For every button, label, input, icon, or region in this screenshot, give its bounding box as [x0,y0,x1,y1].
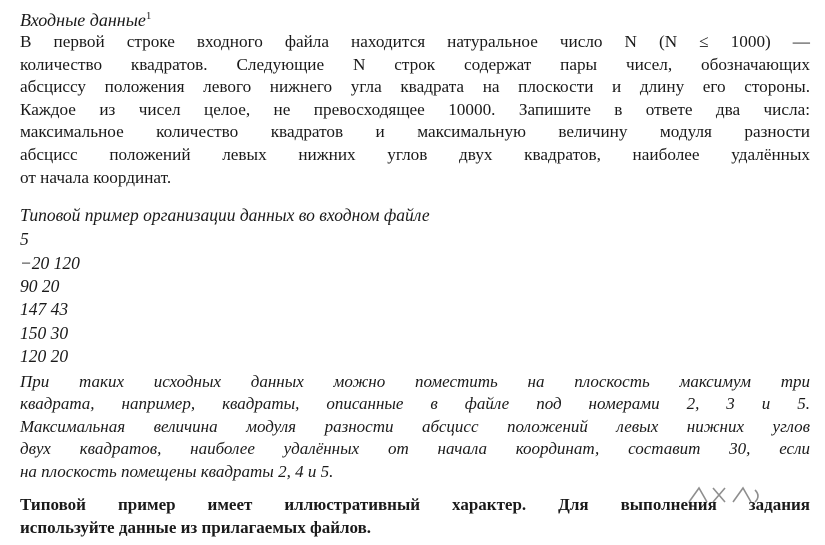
example-line: 120 20 [20,346,69,367]
task-description [20,31,810,189]
description-line: количество квадратов. Следующие N строк содержат пары чисел, обозначающих [20,54,810,74]
note-line: используйте данные из прилагаемых файлов. [20,518,372,538]
explanation-line: двух квадратов, наиболее удалённых от начала координат, составит 30, если [20,439,810,459]
explanation-line: квадрата, например, квадраты, описанные в файле под номерами 2, 3 и 5. [20,394,810,414]
task-page [20,6,810,540]
explanation-line: на плоскость помещены квадраты 2, 4 и 5. [20,461,334,481]
footnote-marker: 1 [145,10,152,22]
watermark-icon [685,484,765,506]
example-line: 90 20 [20,275,60,296]
description-line: В первой строке входного файла находится натуральное число N (N ≤ 1000) — [20,32,810,51]
section-heading [20,6,810,31]
description-line: от начала координат. [20,167,172,187]
example-data [20,228,810,368]
note-line: Типовой пример имеет иллюстративный характер. Для выполнения задания [20,494,810,514]
explanation-line: При таких исходных данных можно поместить на плоскость максимум три [20,371,810,391]
description-line: абсциссу положения левого нижнего угла квадрата на плоскости и длину его стороны. [20,77,810,97]
explanation-line: Максимальная величина модуля разности абсцисс положений левых нижних углов [20,416,810,436]
example-line: 147 43 [20,299,69,320]
example-explanation [20,371,810,484]
example-line: 5 [20,229,29,250]
description-line: максимальное количество квадратов и максимальную величину модуля разности [20,122,810,142]
example-line: 150 30 [20,322,69,343]
description-line: Каждое из чисел целое, не превосходящее 10000. Запишите в ответе два числа: [20,99,810,119]
heading-text: Входные данные [20,10,146,30]
description-line: абсцисс положений левых нижних углов двух квадратов, наиболее удалённых [20,144,810,164]
example-line: −20 120 [20,252,80,273]
example-title: Типовой пример организации данных во входном файле [20,205,430,226]
